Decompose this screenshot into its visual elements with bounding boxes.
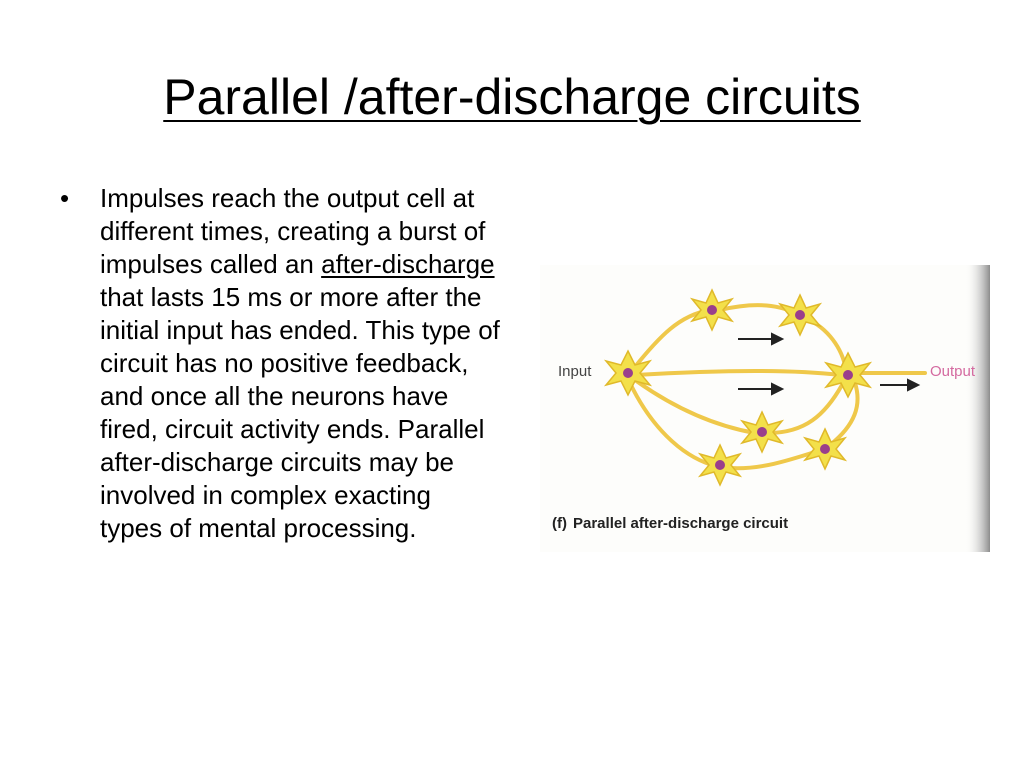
circuit-diagram	[540, 265, 990, 552]
page-edge-shadow	[965, 265, 990, 552]
axon-middle-output	[768, 385, 842, 433]
bullet-text-before: Impulses reach the output cell at different times, creating a burst of impulses called an	[100, 183, 486, 279]
output-label: Output	[930, 363, 976, 380]
neuron-second-icon	[780, 295, 820, 335]
bullet-text-after: that lasts 15 ms or more after the initial input has ended. This type of circuit has no positive feedback, and once all the neurons have fired, circuit activity ends. Parallel after-discharge circuits may be involved in complex exacting types of mental processing.	[100, 282, 500, 543]
axon-input-bottom	[630, 383, 712, 465]
circuit-figure	[540, 265, 990, 552]
figure-caption	[552, 515, 788, 532]
input-label: Input	[558, 363, 592, 380]
arrow-right-icon	[738, 384, 782, 394]
bullet-list	[60, 182, 500, 545]
axon-input-output	[635, 371, 840, 375]
axon-right-output	[830, 383, 858, 445]
bullet-item	[60, 182, 500, 545]
bullet-marker: •	[60, 183, 70, 213]
after-discharge-term: after-discharge	[321, 249, 495, 279]
caption-tag: (f)	[552, 515, 567, 532]
arrow-right-icon	[880, 380, 918, 390]
axon-second-output	[802, 317, 845, 365]
caption-text: Parallel after-discharge circuit	[573, 515, 789, 532]
arrow-right-icon	[738, 334, 782, 344]
slide-title: Parallel /after-discharge circuits	[163, 69, 861, 125]
axon-input-middle	[635, 380, 755, 433]
